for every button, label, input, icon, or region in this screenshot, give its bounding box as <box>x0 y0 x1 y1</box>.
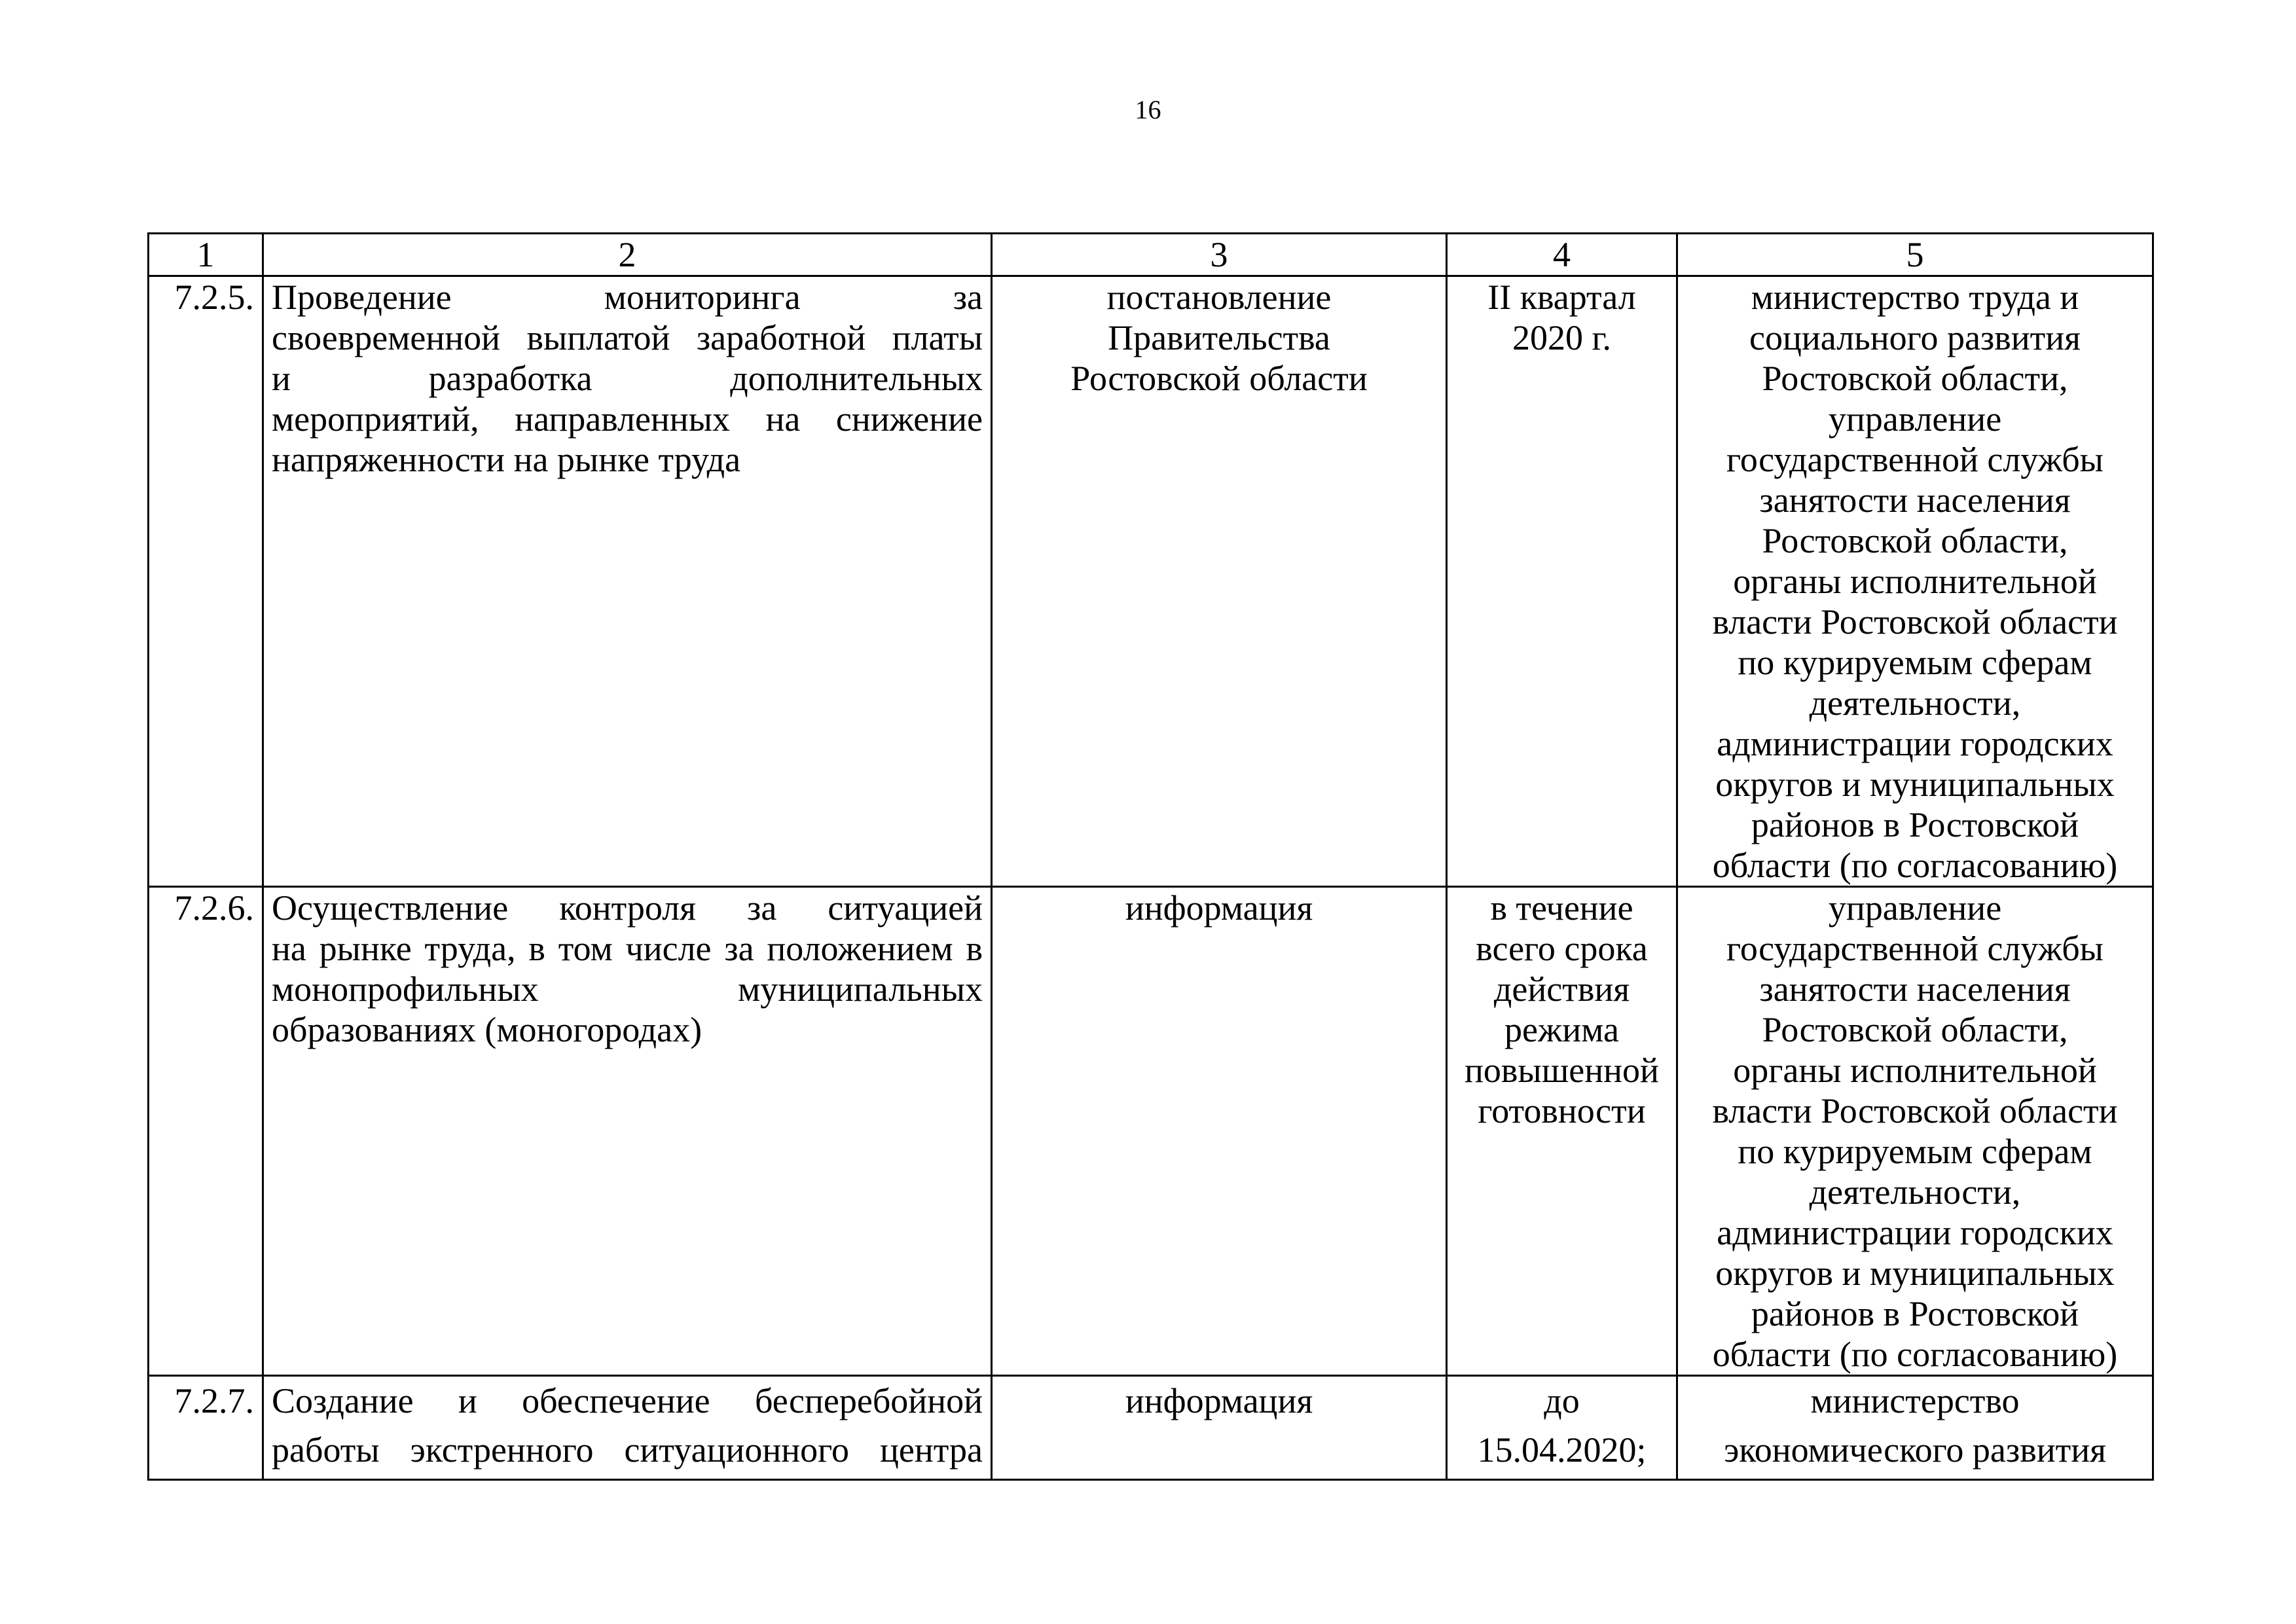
header-col-4: 4 <box>1447 234 1677 276</box>
header-col-5: 5 <box>1677 234 2153 276</box>
responsible-line: занятости населения <box>1759 969 2071 1009</box>
deadline-line: повышенной <box>1465 1051 1659 1090</box>
measure-description <box>263 887 992 1376</box>
responsible-line: социального развития <box>1749 318 2081 357</box>
page-number: 16 <box>1135 95 1161 124</box>
deadline-line: 2020 г. <box>1512 318 1612 357</box>
description-line: мероприятий, направленных на снижение <box>272 399 983 439</box>
description-line: Проведение мониторинга за <box>272 278 983 317</box>
deadline <box>1447 1376 1677 1480</box>
document-line: постановление <box>1106 278 1332 317</box>
responsible-line: министерство <box>1810 1381 2020 1420</box>
table-row <box>149 887 2153 1376</box>
header-col-3: 3 <box>992 234 1447 276</box>
document-line: информация <box>1125 888 1313 928</box>
responsible-line: по курируемым сферам <box>1738 643 2092 682</box>
deadline-line: до <box>1544 1381 1580 1420</box>
measures-table <box>147 232 2154 1481</box>
table-row <box>149 1376 2153 1480</box>
header-col-1: 1 <box>149 234 263 276</box>
document-type <box>992 1376 1447 1480</box>
document-line: Ростовской области <box>1070 359 1368 398</box>
measure-description <box>263 276 992 887</box>
responsible-line: округов и муниципальных <box>1715 765 2115 804</box>
deadline-line: 15.04.2020; <box>1477 1430 1647 1470</box>
deadline <box>1447 887 1677 1376</box>
description-line: напряженности на рынке труда <box>272 440 741 479</box>
description-line: монопрофильных муниципальных <box>272 969 983 1009</box>
responsible-line: власти Ростовской области <box>1712 1091 2118 1130</box>
responsible-line: районов в Ростовской <box>1751 805 2079 844</box>
responsible-line: Ростовской области, <box>1762 1010 2068 1049</box>
description-line: Создание и обеспечение бесперебойной <box>272 1381 983 1420</box>
measure-description <box>263 1376 992 1480</box>
description-line: Осуществление контроля за ситуацией <box>272 888 983 928</box>
responsible-line: государственной службы <box>1726 929 2104 968</box>
row-number: 7.2.5. <box>149 276 263 887</box>
responsible-executors <box>1677 887 2153 1376</box>
deadline-line: II квартал <box>1487 278 1636 317</box>
document-type <box>992 276 1447 887</box>
header-row <box>149 234 2153 276</box>
responsible-line: органы исполнительной <box>1733 1051 2097 1090</box>
responsible-line: администрации городских <box>1717 1213 2113 1252</box>
deadline-line: всего срока <box>1476 929 1648 968</box>
document-type <box>992 887 1447 1376</box>
description-line: на рынке труда, в том числе за положением в <box>272 929 983 968</box>
responsible-executors <box>1677 276 2153 887</box>
responsible-line: экономического развития <box>1724 1430 2106 1470</box>
responsible-line: управление <box>1828 888 2002 928</box>
responsible-line: районов в Ростовской <box>1751 1294 2079 1333</box>
responsible-line: занятости населения <box>1759 480 2071 520</box>
description-line: своевременной выплатой заработной платы <box>272 318 983 357</box>
responsible-line: деятельности, <box>1809 683 2021 723</box>
deadline-line: готовности <box>1478 1091 1646 1130</box>
deadline <box>1447 276 1677 887</box>
responsible-line: деятельности, <box>1809 1172 2021 1212</box>
row-number: 7.2.7. <box>149 1376 263 1480</box>
deadline-line: действия <box>1493 969 1630 1009</box>
description-line: работы экстренного ситуационного центра <box>272 1430 983 1470</box>
responsible-line: области (по согласованию) <box>1712 846 2118 885</box>
header-col-2: 2 <box>263 234 992 276</box>
responsible-line: администрации городских <box>1717 724 2113 763</box>
responsible-line: государственной службы <box>1726 440 2104 479</box>
responsible-line: Ростовской области, <box>1762 359 2068 398</box>
row-number: 7.2.6. <box>149 887 263 1376</box>
responsible-line: управление <box>1828 399 2002 439</box>
table-row <box>149 276 2153 887</box>
document-line: информация <box>1125 1381 1313 1420</box>
responsible-line: органы исполнительной <box>1733 562 2097 601</box>
responsible-line: Ростовской области, <box>1762 521 2068 560</box>
deadline-line: в течение <box>1490 888 1633 928</box>
responsible-line: области (по согласованию) <box>1712 1335 2118 1374</box>
responsible-line: округов и муниципальных <box>1715 1254 2115 1293</box>
deadline-line: режима <box>1504 1010 1619 1049</box>
responsible-line: министерство труда и <box>1751 278 2079 317</box>
description-line: и разработка дополнительных <box>272 359 983 398</box>
responsible-executors <box>1677 1376 2153 1480</box>
document-line: Правительства <box>1108 318 1330 357</box>
responsible-line: по курируемым сферам <box>1738 1132 2092 1171</box>
responsible-line: власти Ростовской области <box>1712 602 2118 641</box>
description-line: образованиях (моногородах) <box>272 1010 702 1049</box>
